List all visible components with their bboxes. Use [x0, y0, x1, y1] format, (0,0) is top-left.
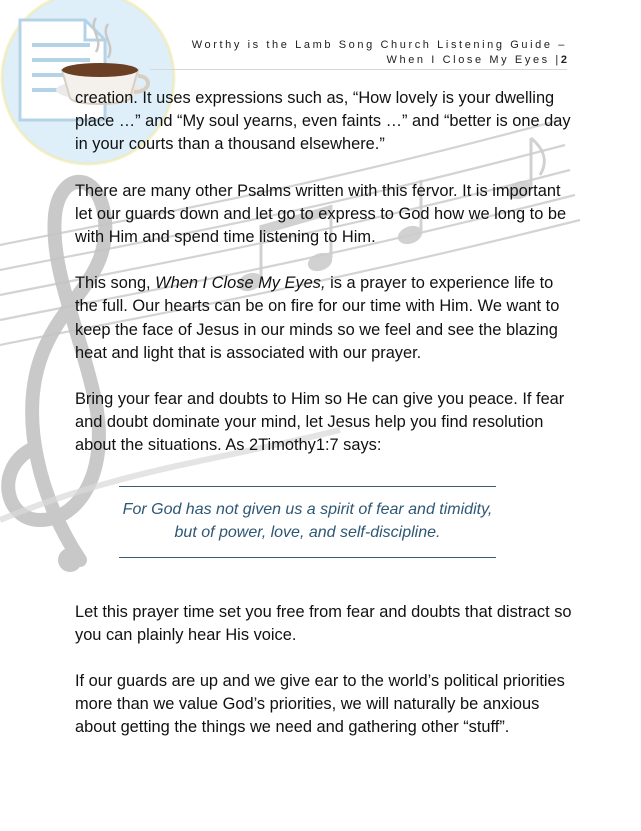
page-header: [192, 38, 567, 68]
page-number: 2: [560, 54, 567, 66]
header-divider: [150, 69, 567, 70]
paragraph-4: Bring your fear and doubts to Him so He can give you peace. If fear and doubt dominate your mind, let Jesus help you find resolution about the situations. As 2Timothy1:7 says:: [75, 390, 565, 455]
paragraph-3-rest: is a prayer to experience life to the full. Our hearts can be on fire for our time with Him. We want to keep the face of Jesus in our minds so we feel and see the blazing heat and light that is associated with our prayer.: [75, 274, 560, 362]
header-title-line1: Worthy is the Lamb Song Church Listening Guide –: [191, 39, 567, 51]
document-body: [75, 87, 575, 763]
header-title-line2: When I Close My Eyes |: [386, 54, 561, 66]
paragraph-5: Let this prayer time set you free from fear and doubts that distract so you can plainly hear His voice.: [75, 602, 572, 644]
paragraph-6: If our guards are up and we give ear to the world’s political priorities more than we value God’s priorities, we will naturally be anxious about getting the things we need and gathering other “stuff”.: [75, 672, 565, 737]
scripture-quote: For God has not given us a spirit of fear and timidity, but of power, love, and self-discipline.: [122, 500, 493, 542]
quote-bottom-rule: [119, 557, 496, 558]
song-title: When I Close My Eyes,: [155, 274, 326, 293]
paragraph-1: creation. It uses expressions such as, “How lovely is your dwelling place …” and “My soul yearns, even faints …” and “better is one day in your courts than a thousand elsewhere.”: [75, 89, 571, 154]
paragraph-3: [75, 272, 575, 365]
scripture-quote-block: [75, 486, 575, 558]
paragraph-3-prefix: This song,: [75, 274, 156, 293]
paragraph-2: There are many other Psalms written with this fervor. It is important let our guards down and let go to express to God how we long to be with Him and spend time listening to Him.: [75, 181, 567, 247]
